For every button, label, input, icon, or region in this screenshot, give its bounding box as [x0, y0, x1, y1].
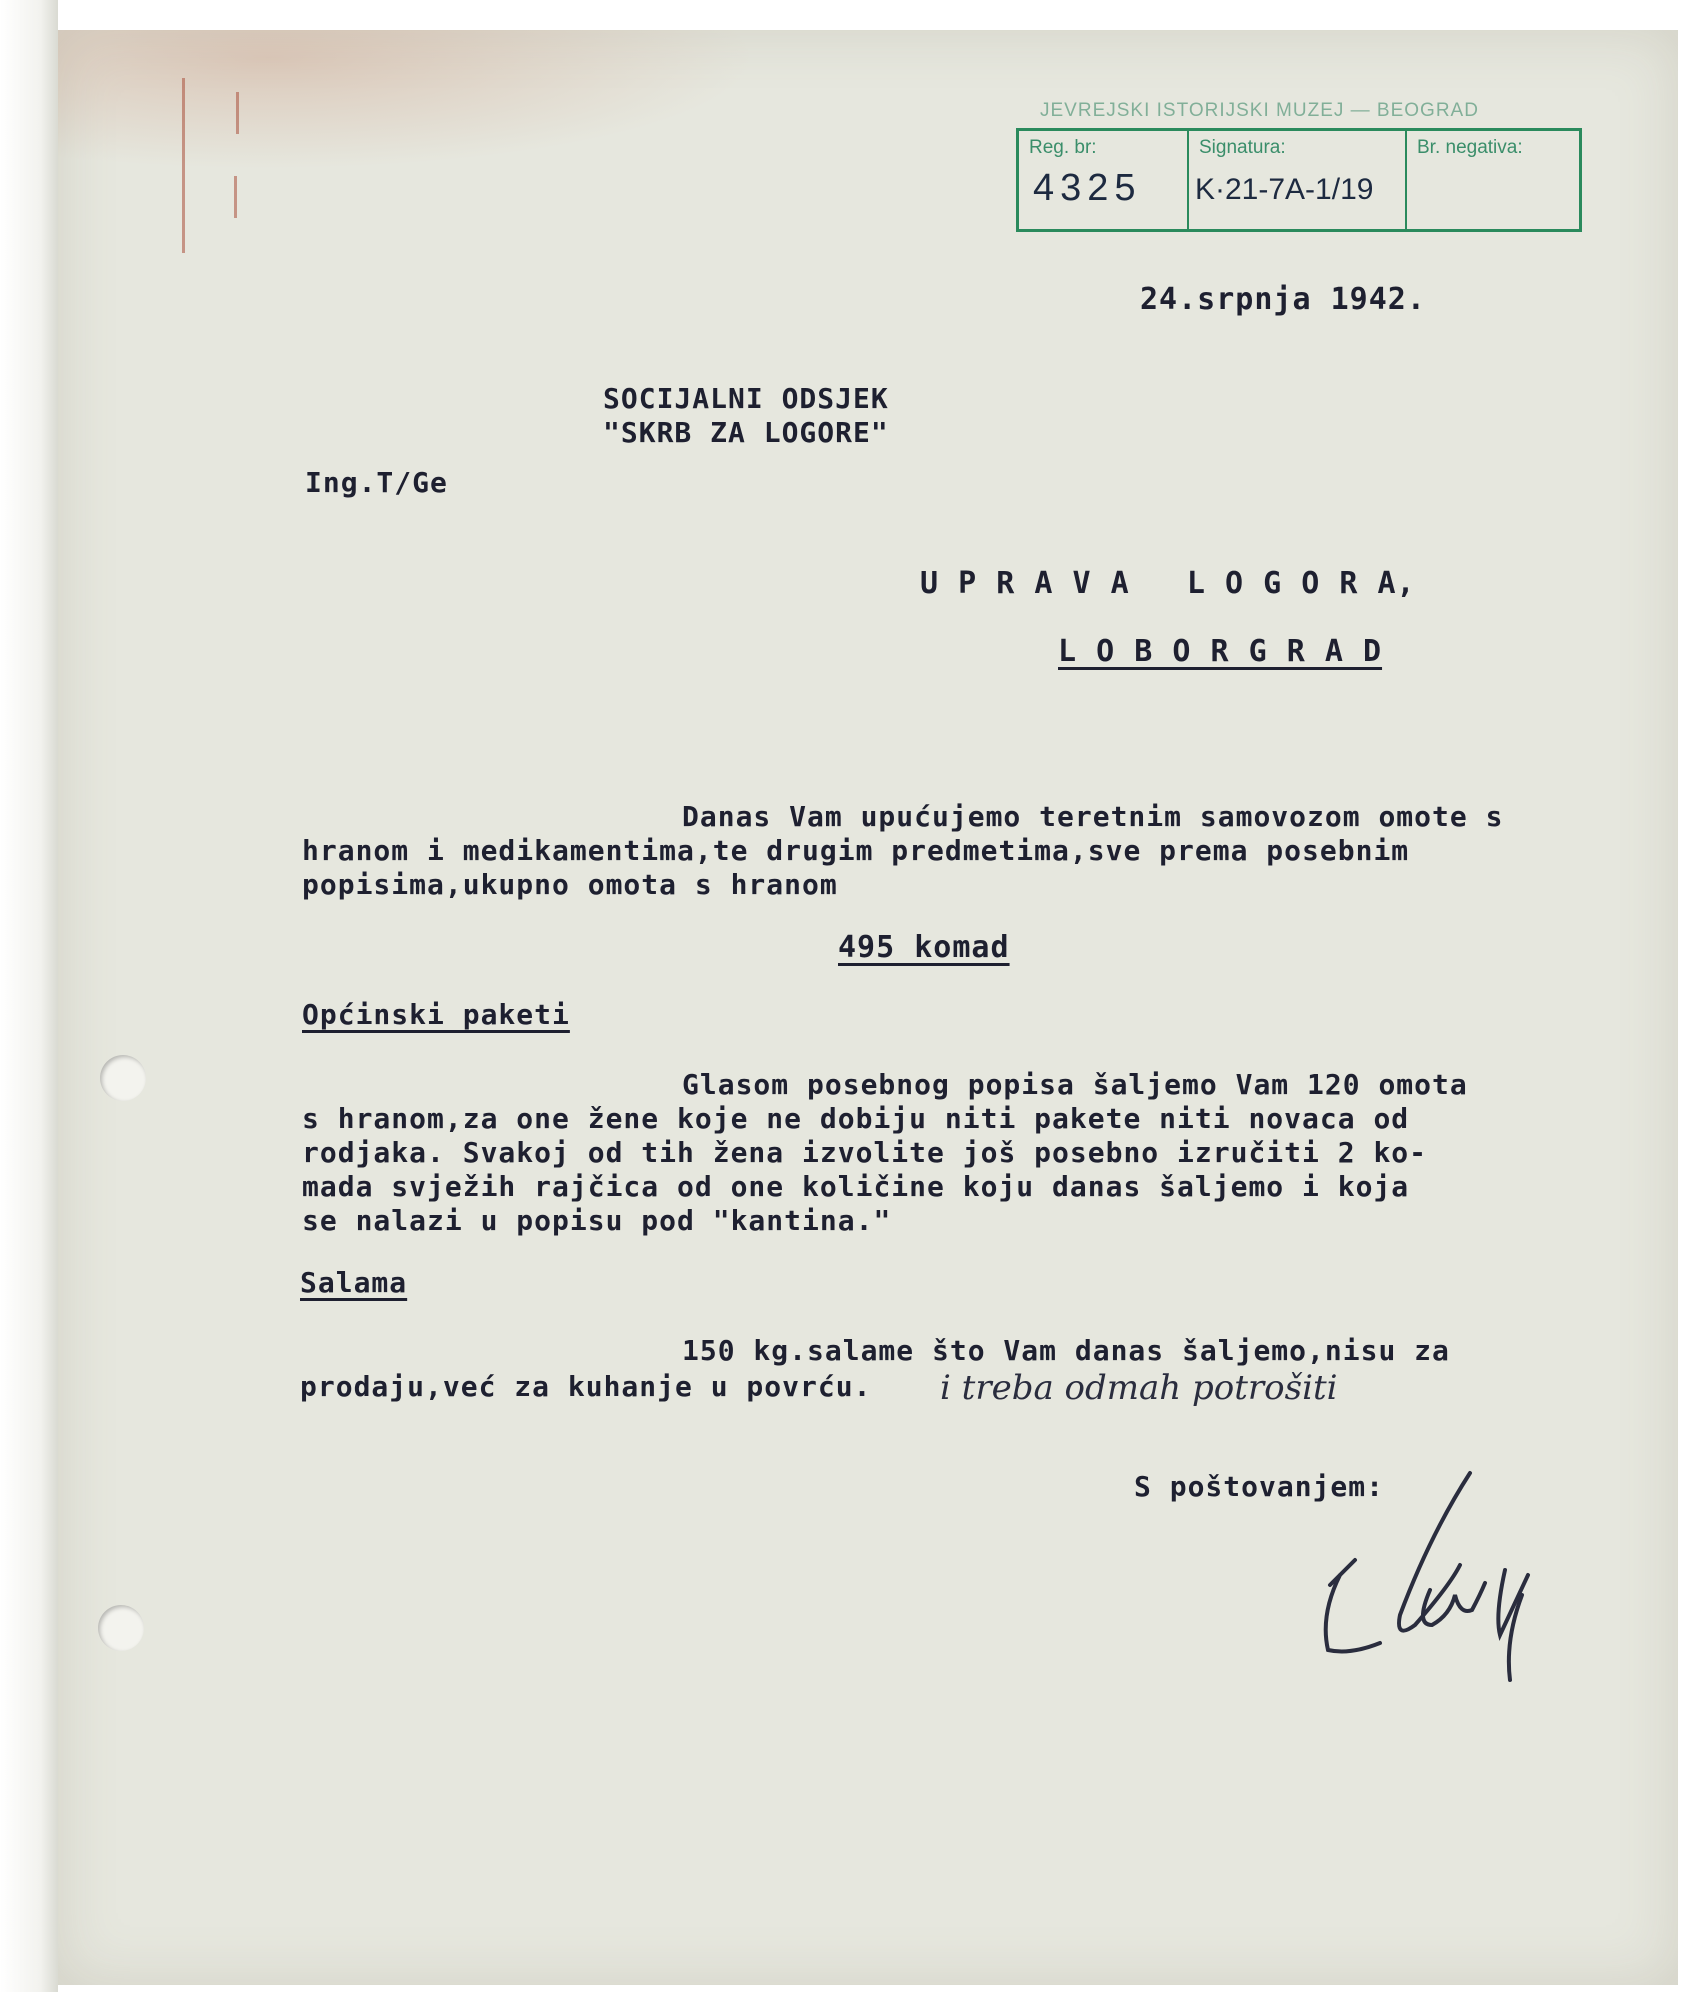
staple-rust-mark	[236, 92, 239, 134]
parcel-count: 495 komad	[838, 930, 1010, 965]
punch-hole	[98, 1605, 144, 1651]
stamp-negativ-label: Br. negativa:	[1417, 137, 1523, 158]
paragraph-2-line-5: se nalazi u popisu pod "kantina."	[302, 1204, 892, 1237]
stamp-signatura-value: K·21-7A-1/19	[1195, 173, 1374, 206]
paragraph-3-line-2: prodaju,već za kuhanje u povrću.	[300, 1370, 872, 1403]
paragraph-2-line-4: mada svježih rajčica od one količine koju danas šaljemo i koja	[302, 1170, 1410, 1203]
paragraph-2-line-3: rodjaka. Svakoj od tih žena izvolite još posebno izručiti 2 ko-	[302, 1136, 1428, 1169]
punch-hole	[100, 1055, 146, 1101]
stamp-reg-value: 4325	[1033, 167, 1142, 209]
recipient-place: L O B O R G R A D	[1058, 634, 1383, 669]
paragraph-1-line-3: popisima,ukupno omota s hranom	[302, 868, 838, 901]
paragraph-1-line-1: Danas Vam upućujemo teretnim samovozom omote s	[682, 800, 1504, 833]
stamp-header: JEVREJSKI ISTORIJSKI MUZEJ — BEOGRAD	[1040, 100, 1479, 121]
reference-code: Ing.T/Ge	[305, 466, 448, 499]
staple-rust-mark	[234, 176, 237, 218]
stamp-reg-cell	[1019, 131, 1189, 229]
handwritten-note: i treba odmah potrošiti	[940, 1368, 1338, 1408]
stamp-reg-label: Reg. br:	[1029, 137, 1097, 158]
paragraph-2-line-1: Glasom posebnog popisa šaljemo Vam 120 omota	[682, 1068, 1468, 1101]
sender-subtitle: "SKRB ZA LOGORE"	[603, 416, 889, 449]
stamp-signatura-label: Signatura:	[1199, 137, 1286, 158]
letter-date: 24.srpnja 1942.	[1140, 282, 1426, 317]
archive-stamp	[1016, 128, 1582, 232]
paragraph-3-line-1: 150 kg.salame što Vam danas šaljemo,nisu za	[682, 1334, 1450, 1367]
paragraph-1-line-2: hranom i medikamentima,te drugim predmetima,sve prema posebnim	[302, 834, 1410, 867]
scan-edge	[0, 0, 58, 1992]
stamp-negativ-cell	[1407, 131, 1579, 229]
paragraph-2-line-2: s hranom,za one žene koje ne dobiju niti pakete niti novaca od	[302, 1102, 1410, 1135]
rust-stain	[58, 30, 758, 170]
section-heading-salama: Salama	[300, 1266, 408, 1299]
stamp-signatura-cell	[1189, 131, 1407, 229]
sender-department: SOCIJALNI ODSJEK	[603, 382, 889, 415]
section-heading-opcinski-paketi: Općinski paketi	[302, 998, 570, 1031]
closing-salutation: S poštovanjem:	[1134, 1470, 1385, 1503]
recipient-name: U P R A V A L O G O R A,	[920, 566, 1416, 601]
handwritten-signature	[1310, 1465, 1570, 1695]
staple-rust-mark	[182, 78, 185, 253]
